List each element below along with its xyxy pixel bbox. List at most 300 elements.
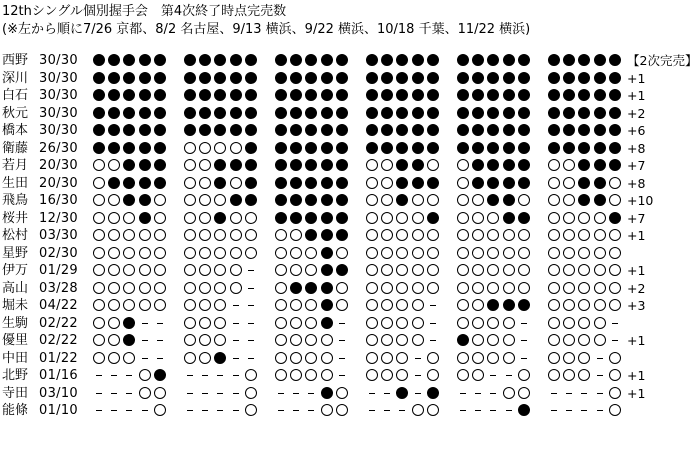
sold-out-slot <box>336 142 348 154</box>
available-slot <box>457 159 469 171</box>
no-slot-dash <box>233 323 239 324</box>
available-slot <box>108 212 120 224</box>
sold-out-slot <box>487 54 499 66</box>
available-slot <box>199 282 211 294</box>
no-slot-dash <box>126 410 132 411</box>
available-slot <box>594 212 606 224</box>
sold-out-slot <box>366 124 378 136</box>
available-slot <box>578 264 590 276</box>
sold-out-slot <box>275 212 287 224</box>
available-slot <box>154 264 166 276</box>
available-slot <box>275 264 287 276</box>
available-slot <box>199 212 211 224</box>
sold-out-slot <box>305 229 317 241</box>
sold-out-slot <box>336 107 348 119</box>
sold-out-slot <box>154 54 166 66</box>
available-slot <box>366 264 378 276</box>
available-slot <box>199 264 211 276</box>
available-slot <box>381 264 393 276</box>
sold-out-slot <box>381 54 393 66</box>
available-slot <box>93 317 105 329</box>
available-slot <box>412 264 424 276</box>
sold-out-slot <box>396 107 408 119</box>
sold-out-slot <box>230 107 242 119</box>
available-slot <box>487 212 499 224</box>
sold-out-slot <box>93 107 105 119</box>
sold-out-slot <box>230 124 242 136</box>
sold-out-slot <box>609 107 621 119</box>
available-slot <box>396 212 408 224</box>
available-slot <box>154 299 166 311</box>
available-slot <box>214 334 226 346</box>
header-note: (※左から順に7/26 京都、8/2 名古屋、9/13 横浜、9/22 横浜、10/18 千葉、11/22 横浜) <box>2 22 531 37</box>
sold-out-slot <box>396 72 408 84</box>
available-slot <box>199 317 211 329</box>
available-slot <box>290 264 302 276</box>
available-slot <box>366 299 378 311</box>
available-slot <box>214 317 226 329</box>
sold-out-slot <box>518 404 530 416</box>
sold-out-slot <box>93 54 105 66</box>
available-slot <box>123 352 135 364</box>
sold-out-slot <box>412 177 424 189</box>
available-slot <box>214 229 226 241</box>
sold-out-slot <box>472 72 484 84</box>
sold-out-slot <box>563 54 575 66</box>
no-slot-dash <box>566 393 572 394</box>
available-slot <box>305 247 317 259</box>
available-slot <box>230 247 242 259</box>
no-slot-dash <box>278 393 284 394</box>
no-slot-dash <box>96 375 102 376</box>
available-slot <box>93 212 105 224</box>
header-title: 12thシングル個別握手会 第4次終了時点完売数 <box>2 4 287 19</box>
sold-out-slot <box>487 142 499 154</box>
additional-count: +7 <box>627 210 646 226</box>
no-slot-dash <box>142 358 148 359</box>
sold-out-slot <box>472 142 484 154</box>
available-slot <box>93 194 105 206</box>
no-slot-dash <box>111 393 117 394</box>
available-slot <box>487 282 499 294</box>
available-slot <box>123 264 135 276</box>
sold-out-slot <box>396 159 408 171</box>
sold-out-slot <box>214 212 226 224</box>
sold-out-slot <box>427 107 439 119</box>
sold-out-slot <box>503 72 515 84</box>
sold-out-slot <box>609 142 621 154</box>
no-slot-dash <box>612 340 618 341</box>
available-slot <box>563 229 575 241</box>
available-slot <box>230 212 242 224</box>
sold-out-slot <box>518 124 530 136</box>
member-row <box>0 280 699 298</box>
no-slot-dash <box>430 323 436 324</box>
available-slot <box>290 352 302 364</box>
member-name: 秋元 <box>2 105 29 121</box>
no-slot-dash <box>293 410 299 411</box>
available-slot <box>139 247 151 259</box>
sold-out-slot <box>578 159 590 171</box>
member-name: 松村 <box>2 228 29 243</box>
available-slot <box>457 352 469 364</box>
available-slot <box>336 387 348 399</box>
available-slot <box>93 247 105 259</box>
available-slot <box>396 282 408 294</box>
sold-out-slot <box>275 72 287 84</box>
member-row <box>0 245 699 263</box>
available-slot <box>321 334 333 346</box>
available-slot <box>563 247 575 259</box>
available-slot <box>396 369 408 381</box>
available-slot <box>139 387 151 399</box>
sold-out-slot <box>336 124 348 136</box>
sold-out-count: 20/30 <box>39 158 78 173</box>
sold-out-slot <box>518 212 530 224</box>
no-slot-dash <box>111 375 117 376</box>
sold-out-slot <box>563 72 575 84</box>
sold-out-slot <box>123 54 135 66</box>
sold-out-slot <box>245 107 257 119</box>
available-slot <box>108 299 120 311</box>
member-row <box>0 175 699 193</box>
no-slot-dash <box>475 393 481 394</box>
no-slot-dash <box>597 393 603 394</box>
sold-out-slot <box>321 89 333 101</box>
available-slot <box>427 282 439 294</box>
available-slot <box>199 334 211 346</box>
sold-out-slot <box>123 72 135 84</box>
member-name: 飛鳥 <box>2 193 29 208</box>
available-slot <box>275 334 287 346</box>
sold-out-slot <box>609 159 621 171</box>
available-slot <box>366 194 378 206</box>
available-slot <box>199 142 211 154</box>
available-slot <box>245 229 257 241</box>
sold-out-slot <box>381 142 393 154</box>
sold-out-slot <box>548 54 560 66</box>
sold-out-slot <box>305 54 317 66</box>
sold-out-slot <box>609 212 621 224</box>
member-name: 中田 <box>2 350 29 366</box>
sold-out-slot <box>290 107 302 119</box>
available-slot <box>230 282 242 294</box>
sold-out-slot <box>139 72 151 84</box>
sold-out-slot <box>594 159 606 171</box>
sold-out-slot <box>154 159 166 171</box>
available-slot <box>184 194 196 206</box>
no-slot-dash <box>581 393 587 394</box>
sold-out-slot <box>154 142 166 154</box>
sold-out-slot <box>503 142 515 154</box>
available-slot <box>108 282 120 294</box>
sold-out-count: 30/30 <box>39 123 78 138</box>
sold-out-slot <box>139 177 151 189</box>
sold-out-slot <box>548 142 560 154</box>
page-header <box>2 3 530 39</box>
available-slot <box>93 334 105 346</box>
no-slot-dash <box>369 393 375 394</box>
member-name: 深川 <box>2 70 29 86</box>
sold-out-slot <box>609 54 621 66</box>
sold-out-slot <box>578 107 590 119</box>
no-slot-dash <box>490 375 496 376</box>
sold-out-slot <box>503 124 515 136</box>
sold-out-slot <box>396 124 408 136</box>
available-slot <box>472 352 484 364</box>
available-slot <box>245 369 257 381</box>
sold-out-slot <box>336 229 348 241</box>
sold-out-count: 26/30 <box>39 140 78 156</box>
sold-out-slot <box>199 124 211 136</box>
available-slot <box>154 282 166 294</box>
available-slot <box>412 282 424 294</box>
available-slot <box>578 299 590 311</box>
sold-out-slot <box>503 194 515 206</box>
sold-out-slot <box>184 124 196 136</box>
member-row <box>0 52 699 70</box>
available-slot <box>563 194 575 206</box>
available-slot <box>396 229 408 241</box>
sold-out-slot <box>578 142 590 154</box>
no-slot-dash <box>293 393 299 394</box>
available-slot <box>199 352 211 364</box>
no-slot-dash <box>142 323 148 324</box>
available-slot <box>457 194 469 206</box>
available-slot <box>366 317 378 329</box>
available-slot <box>381 317 393 329</box>
available-slot <box>108 334 120 346</box>
sold-out-slot <box>321 142 333 154</box>
no-slot-dash <box>248 358 254 359</box>
sold-out-slot <box>199 107 211 119</box>
sold-out-count: 01/16 <box>39 368 78 383</box>
sold-out-slot <box>594 194 606 206</box>
available-slot <box>396 334 408 346</box>
no-slot-dash <box>111 410 117 411</box>
sold-out-slot <box>487 159 499 171</box>
member-row <box>0 87 699 105</box>
available-slot <box>230 142 242 154</box>
sold-out-slot <box>518 72 530 84</box>
available-slot <box>609 299 621 311</box>
sold-out-slot <box>427 142 439 154</box>
available-slot <box>578 229 590 241</box>
member-name: 伊万 <box>2 263 29 278</box>
sold-out-slot <box>321 229 333 241</box>
available-slot <box>93 159 105 171</box>
sold-out-slot <box>412 107 424 119</box>
available-slot <box>305 352 317 364</box>
sold-out-slot <box>563 89 575 101</box>
sold-out-slot <box>199 54 211 66</box>
available-slot <box>245 387 257 399</box>
available-slot <box>578 212 590 224</box>
no-slot-dash <box>597 375 603 376</box>
available-slot <box>366 159 378 171</box>
available-slot <box>503 282 515 294</box>
member-row <box>0 227 699 245</box>
available-slot <box>472 369 484 381</box>
available-slot <box>563 282 575 294</box>
member-name: 桜井 <box>2 210 29 226</box>
sold-out-slot <box>290 89 302 101</box>
sold-out-slot <box>457 54 469 66</box>
available-slot <box>457 177 469 189</box>
available-slot <box>275 352 287 364</box>
sold-out-slot <box>123 89 135 101</box>
available-slot <box>366 177 378 189</box>
available-slot <box>457 317 469 329</box>
sold-out-slot <box>336 177 348 189</box>
sold-out-slot <box>139 124 151 136</box>
sold-out-slot <box>609 72 621 84</box>
additional-count: +1 <box>627 333 646 348</box>
available-slot <box>503 264 515 276</box>
sold-out-slot <box>123 194 135 206</box>
available-slot <box>609 404 621 416</box>
member-name: 西野 <box>2 53 29 68</box>
no-slot-dash <box>430 340 436 341</box>
sold-out-slot <box>396 177 408 189</box>
sold-out-slot <box>245 194 257 206</box>
member-row <box>0 385 699 403</box>
sold-out-slot <box>305 159 317 171</box>
no-slot-dash <box>415 358 421 359</box>
available-slot <box>275 369 287 381</box>
sold-out-slot <box>563 142 575 154</box>
no-slot-dash <box>126 375 132 376</box>
sold-out-slot <box>139 89 151 101</box>
available-slot <box>427 264 439 276</box>
available-slot <box>563 317 575 329</box>
available-slot <box>518 264 530 276</box>
sold-out-count: 12/30 <box>39 210 78 226</box>
sold-out-slot <box>503 54 515 66</box>
additional-count: +1 <box>627 88 646 103</box>
sold-out-slot <box>275 142 287 154</box>
available-slot <box>199 247 211 259</box>
sold-out-slot <box>412 54 424 66</box>
available-slot <box>336 282 348 294</box>
available-slot <box>396 352 408 364</box>
available-slot <box>184 247 196 259</box>
sold-out-slot <box>321 194 333 206</box>
available-slot <box>290 317 302 329</box>
sold-out-slot <box>578 177 590 189</box>
available-slot <box>214 142 226 154</box>
available-slot <box>381 282 393 294</box>
available-slot <box>472 229 484 241</box>
no-slot-dash <box>490 393 496 394</box>
no-slot-dash <box>142 410 148 411</box>
sold-out-slot <box>336 264 348 276</box>
no-slot-dash <box>233 305 239 306</box>
sold-out-slot <box>472 159 484 171</box>
available-slot <box>199 299 211 311</box>
available-slot <box>548 299 560 311</box>
member-name: 北野 <box>2 368 29 383</box>
no-slot-dash <box>551 393 557 394</box>
member-row <box>0 210 699 228</box>
sold-out-slot <box>366 72 378 84</box>
available-slot <box>305 369 317 381</box>
sold-out-slot <box>336 89 348 101</box>
available-slot <box>199 177 211 189</box>
additional-count: +1 <box>627 70 646 86</box>
sold-out-slot <box>518 299 530 311</box>
no-slot-dash <box>248 340 254 341</box>
sold-out-slot <box>93 124 105 136</box>
sold-out-slot <box>108 142 120 154</box>
available-slot <box>518 229 530 241</box>
available-slot <box>381 194 393 206</box>
available-slot <box>381 159 393 171</box>
sold-out-slot <box>108 89 120 101</box>
available-slot <box>305 299 317 311</box>
available-slot <box>366 229 378 241</box>
available-slot <box>548 334 560 346</box>
sold-out-slot <box>199 72 211 84</box>
member-row <box>0 297 699 315</box>
available-slot <box>427 352 439 364</box>
available-slot <box>199 194 211 206</box>
sold-out-slot <box>427 89 439 101</box>
sold-out-slot <box>457 142 469 154</box>
sold-out-slot <box>245 177 257 189</box>
available-slot <box>518 194 530 206</box>
member-row <box>0 402 699 420</box>
available-slot <box>139 282 151 294</box>
available-slot <box>290 247 302 259</box>
available-slot <box>275 229 287 241</box>
member-name: 生駒 <box>2 315 29 331</box>
no-slot-dash <box>308 393 314 394</box>
member-row <box>0 105 699 123</box>
available-slot <box>366 282 378 294</box>
sold-out-slot <box>139 194 151 206</box>
sold-out-slot <box>336 212 348 224</box>
sold-out-slot <box>563 124 575 136</box>
sold-out-slot <box>321 282 333 294</box>
no-slot-dash <box>202 375 208 376</box>
available-slot <box>412 247 424 259</box>
additional-count: +7 <box>627 158 646 173</box>
sold-out-slot <box>594 124 606 136</box>
available-slot <box>154 247 166 259</box>
no-slot-dash <box>399 410 405 411</box>
no-slot-dash <box>415 375 421 376</box>
sold-out-slot <box>594 54 606 66</box>
available-slot <box>578 334 590 346</box>
sold-out-slot <box>518 54 530 66</box>
available-slot <box>578 317 590 329</box>
sold-out-slot <box>457 72 469 84</box>
sold-out-slot <box>381 107 393 119</box>
available-slot <box>594 334 606 346</box>
available-slot <box>578 352 590 364</box>
sold-out-slot <box>290 177 302 189</box>
no-slot-dash <box>597 358 603 359</box>
sold-out-slot <box>578 54 590 66</box>
no-slot-dash <box>202 393 208 394</box>
sold-out-slot <box>214 124 226 136</box>
no-slot-dash <box>339 358 345 359</box>
available-slot <box>548 264 560 276</box>
sold-out-slot <box>457 334 469 346</box>
no-slot-dash <box>581 410 587 411</box>
sold-out-slot <box>396 142 408 154</box>
